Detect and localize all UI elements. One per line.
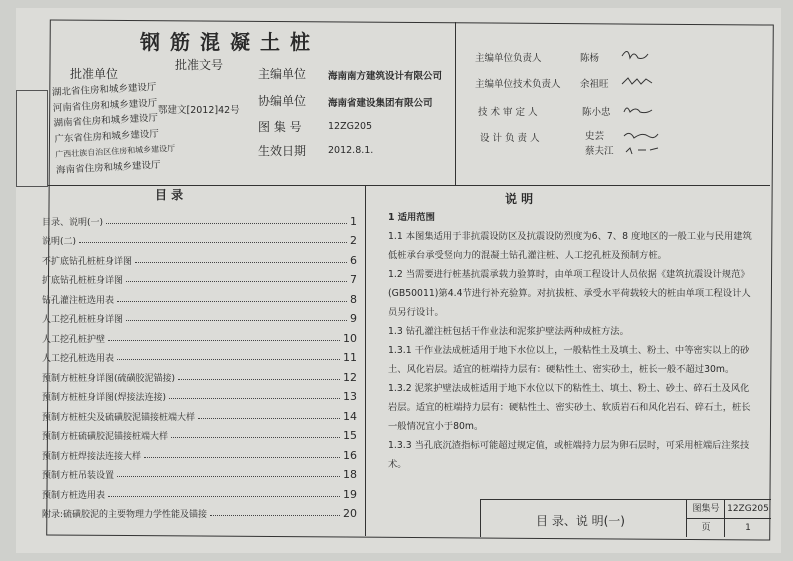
signature [624,133,658,138]
toc-item [42,462,357,482]
person-role: 设 计 负 责 人 [480,133,540,144]
field-label: 主编单位 [258,67,307,81]
atlas-no: 12ZG205 [724,500,771,519]
notes-paragraph: 1.1 本图集适用于非抗震设防区及抗震设防烈度为6、7、8 度地区的一般工业与民用建筑低桩承台承受竖向力的混凝土钻孔灌注桩、人工挖孔桩及预制方桩。 [388,231,752,261]
toc-item-label: 预制方桩吊装设置 [42,471,115,481]
notes-heading: 1 适用范围 [388,212,435,223]
leader-dots [210,515,340,516]
approval-units [52,79,177,178]
toc-item-page: 10 [343,331,357,345]
toc-item-label: 预制方桩焊接法连接大样 [42,451,142,462]
signature [624,108,652,113]
person-name: 余祖旺 [580,79,609,90]
notes-paragraph: 1.3.1 干作业法成桩适用于地下水位以上，一般粘性土及填土、粉土、中等密实以上的砂土、风化岩层。适宜的桩端持力层有：硬粘性土、密实砂土，桩长一般不超过30m。 [388,345,750,375]
field-value: 海南省建设集团有限公司 [328,98,433,109]
toc-item-label: 说明(二) [42,237,77,247]
approval-unit: 海南省住房和城乡建设厅 [55,159,161,176]
toc-item [42,247,357,267]
field-value: 海南南方建筑设计有限公司 [328,71,443,82]
toc-item-label: 预制方桩桩身详图(焊接法连接) [42,393,167,403]
toc-item-label: 附录:硫磺胶泥的主要物理力学性能及锚接 [42,510,208,520]
toc-item [42,364,357,384]
signature [622,51,648,58]
toc-item [42,208,357,228]
leader-dots [117,301,347,302]
approval-unit: 广西壮族自治区住房和城乡建设厅 [55,143,176,160]
toc-item-label: 目录、说明(一) [42,217,104,228]
toc-item-page: 14 [343,409,357,423]
header-divider [455,22,456,185]
toc-item-page: 6 [350,253,357,267]
toc-item [42,442,357,462]
toc-item-label: 人工挖孔桩桩身详图 [42,315,124,325]
toc-item-page: 20 [343,507,357,520]
leader-dots [135,262,347,263]
notes-title: 说 明 [505,192,534,206]
leader-dots [79,242,347,243]
side-stamp-strip [16,90,48,187]
table-of-contents [42,208,357,520]
toc-item [42,267,357,287]
toc-item-label: 预制方桩硫磺胶泥锚接桩端大样 [42,432,169,442]
field-value: 2012.8.1. [328,145,374,156]
leader-dots [171,437,340,438]
person-name: 陈杨 [580,53,600,64]
field-label: 生效日期 [258,144,307,158]
page-label: 页 [686,519,725,537]
section-divider [365,185,366,536]
toc-item-label: 预制方桩桩身详图(硫磺胶泥锚接) [42,373,176,384]
toc-item [42,423,357,443]
approval-unit: 湖南省住房和城乡建设厅 [53,112,159,130]
toc-item-page: 15 [343,429,357,442]
leader-dots [108,496,340,497]
toc-item-page: 11 [343,351,357,364]
toc-item-page: 13 [343,390,357,403]
approval-unit: 湖北省住房和城乡建设厅 [51,81,157,99]
toc-item [42,345,357,365]
notes-paragraph: 1.3.2 泥浆护壁法成桩适用于地下水位以下的粘性土、填土、粉土、砂土、碎石土及风化岩层。适宜的桩端持力层有：硬粘性土、密实砂土、软质岩石和风化岩石、碎石土，桩长一般情况宜小于80m。 [388,383,751,432]
person-name: 陈小忠 [582,107,611,118]
toc-item-label: 钻孔灌注桩选用表 [42,295,115,306]
field-label: 协编单位 [258,94,307,108]
toc-item-page: 12 [343,370,357,384]
approval-doc-label: 批准文号 [175,58,224,72]
leader-dots [198,418,340,419]
toc-item-page: 9 [350,312,357,325]
approval-doc-number: 鄂建文[2012]42号 [158,105,240,116]
approval-unit: 河南省住房和城乡建设厅 [52,97,158,114]
toc-item-page: 1 [350,214,357,228]
signatures [620,46,670,161]
atlas-no-label: 图集号 [686,500,725,519]
toc-item [42,403,357,423]
toc-item [42,384,357,404]
leader-dots [126,281,347,282]
notes-paragraph: 1.3.3 当孔底沉渣指标可能超过规定值，或桩端持力层为卵石层时，可采用桩端后注浆技术。 [388,440,750,470]
notes-paragraph: 1.2 当需要进行桩基抗震承载力验算时，由单项工程设计人员依据《建筑抗震设计规范》(GB50011)第4.4节进行补充验算。对抗拔桩、承受水平荷载较大的桩由单项工程设计人员另行设计。 [388,269,751,318]
toc-item-page: 2 [350,234,357,247]
sheet-name: 目 录、说 明(一) [536,514,625,528]
toc-item-label: 预制方桩桩尖及硫磺胶泥锚接桩端大样 [42,412,196,423]
toc-item [42,325,357,345]
toc-item [42,501,357,521]
signature [626,148,658,154]
atlas-title: 钢筋混凝土桩 [140,30,320,54]
leader-dots [169,398,340,399]
leader-dots [108,340,340,341]
leader-dots [144,457,340,458]
field-value: 12ZG205 [328,121,373,132]
toc-item [42,481,357,501]
toc-item-label: 不扩底钻孔桩桩身详图 [42,256,133,267]
page-number: 1 [724,519,771,537]
leader-dots [117,476,340,477]
notes-body [388,208,758,474]
toc-item-label: 人工挖孔桩选用表 [42,354,115,364]
approval-unit-label: 批准单位 [70,67,119,81]
toc-item-label: 人工挖孔桩护壁 [42,334,106,345]
toc-item-page: 16 [343,448,357,462]
person-name: 蔡夫江 [585,146,614,157]
title-block [480,499,771,537]
leader-dots [126,320,347,321]
toc-item-page: 8 [350,292,357,306]
approval-unit: 广东省住房和城乡建设厅 [54,128,160,145]
person-role: 主编单位技术负责人 [475,79,561,90]
toc-item-label: 预制方桩选用表 [42,490,106,501]
toc-item-page: 18 [343,468,357,481]
toc-item-page: 7 [350,273,357,286]
notes-paragraph: 1.3 钻孔灌注桩包括干作业法和泥浆护壁法两种成桩方法。 [388,326,629,337]
person-role: 技 术 审 定 人 [478,107,538,118]
field-label: 图 集 号 [258,120,302,134]
person-name: 史芸 [585,131,605,142]
toc-item-page: 19 [343,487,357,501]
toc-item [42,228,357,248]
toc-item [42,306,357,326]
toc-title: 目 录 [155,188,184,202]
toc-item [42,286,357,306]
person-role: 主编单位负责人 [475,53,542,64]
leader-dots [106,223,347,224]
signature [622,78,652,84]
toc-item-label: 扩底钻孔桩桩身详图 [42,276,124,286]
leader-dots [178,379,340,380]
leader-dots [117,359,340,360]
